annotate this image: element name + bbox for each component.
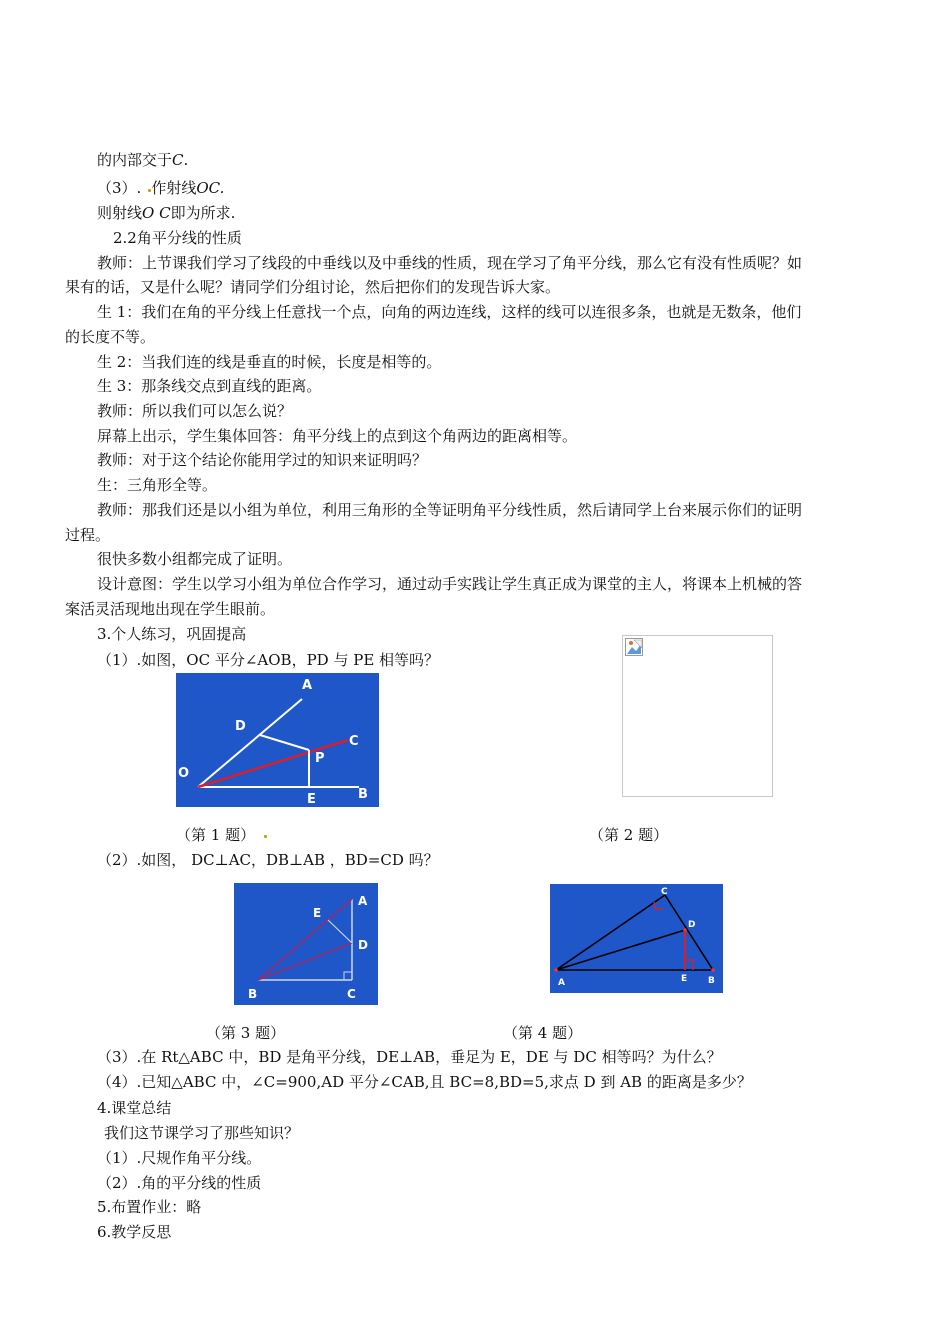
text-line: 生：三角形全等。 <box>97 476 218 494</box>
section-heading: 5.布置作业：略 <box>97 1198 202 1216</box>
text-line: 教师：那我们还是以小组为单位，利用三角形的全等证明角平分线性质，然后请同学上台来展示你们的证明 <box>97 501 803 519</box>
vertex-point <box>711 968 715 972</box>
section-heading: 6.教学反思 <box>97 1223 172 1241</box>
section-heading: 4.课堂总结 <box>97 1099 172 1117</box>
figure-3 <box>234 883 378 1005</box>
label-c: C <box>661 887 668 897</box>
text-line: 过程。 <box>65 526 111 544</box>
exercise-1: （1）.如图，OC 平分∠AOB，PD 与 PE 相等吗？ <box>97 651 440 669</box>
figure-2-caption: （第 2 题） <box>589 826 669 844</box>
text-line: 生 3：那条线交点到直线的距离。 <box>97 377 322 395</box>
text-line: （3）. 作射线OC. <box>97 179 225 197</box>
label-b: B <box>358 787 368 802</box>
text-line: 教师：对于这个结论你能用学过的知识来证明吗？ <box>97 451 428 469</box>
decorative-dot <box>148 189 151 192</box>
text-line: 我们这节课学习了那些知识？ <box>104 1124 300 1142</box>
figure-3-caption: （第 3 题） <box>206 1024 286 1042</box>
label-d: D <box>358 938 368 952</box>
label-o: O <box>178 766 190 781</box>
label-a: A <box>302 678 313 693</box>
exercise-2: （2）.如图， DC⊥AC，DB⊥AB ，BD=CD 吗？ <box>97 851 439 869</box>
text-line: 生 1：我们在角的平分线上任意找一个点，向角的两边连线，这样的线可以连很多条，也就是无数条，他们 <box>97 303 802 321</box>
text-line: 的长度不等。 <box>65 328 156 346</box>
text-line: 则射线O C即为所求. <box>97 204 236 222</box>
text-line: 教师：上节课我们学习了线段的中垂线以及中垂线的性质，现在学习了角平分线，那么它有没有性质呢？如 <box>97 254 803 272</box>
text-line: 屏幕上出示，学生集体回答：角平分线上的点到这个角两边的距离相等。 <box>97 427 578 445</box>
label-d: D <box>235 719 246 734</box>
figure-4-caption: （第 4 题） <box>503 1024 583 1042</box>
label-c: C <box>347 987 356 1001</box>
label-e: E <box>313 906 322 920</box>
label-c: C <box>349 734 359 749</box>
label-b: B <box>708 976 715 986</box>
text-line: 设计意图：学生以学习小组为单位合作学习，通过动手实践让学生真正成为课堂的主人，将课本上机械的答 <box>97 575 803 593</box>
text-line: （1）.尺规作角平分线。 <box>97 1149 262 1167</box>
decorative-dot <box>264 835 267 838</box>
figure-background <box>550 884 723 993</box>
section-heading: 3.个人练习，巩固提高 <box>97 625 247 643</box>
text-line: 案活灵活现地出现在学生眼前。 <box>65 600 276 618</box>
text-line: 果有的话，又是什么呢？请同学们分组讨论，然后把你们的发现告诉大家。 <box>65 278 561 296</box>
label-e: E <box>307 792 316 807</box>
label-e: E <box>681 974 688 984</box>
figure-4 <box>550 884 723 993</box>
figure-1-caption: （第 1 题） <box>176 826 256 844</box>
text-line: （2）.角的平分线的性质 <box>97 1174 262 1192</box>
text-line: 的内部交于C. <box>97 151 189 169</box>
vertex-point <box>683 928 687 932</box>
label-d: D <box>688 920 696 930</box>
label-b: B <box>248 987 258 1001</box>
label-a: A <box>358 894 368 908</box>
label-p: P <box>315 751 325 766</box>
figure-2-placeholder <box>622 635 773 797</box>
text-line: 教师：所以我们可以怎么说？ <box>97 402 293 420</box>
vertex-point <box>554 968 558 972</box>
exercise-3: （3）.在 Rt△ABC 中，BD 是角平分线，DE⊥AB，垂足为 E，DE 与 DC 相等吗？为什么？ <box>97 1048 722 1066</box>
text-line: 生 2：当我们连的线是垂直的时候，长度是相等的。 <box>97 353 442 371</box>
broken-image-icon <box>625 638 643 656</box>
label-a: A <box>558 978 565 988</box>
exercise-4: （4）.已知△ABC 中，∠C=900,AD 平分∠CAB,且 BC=8,BD=5,求点 D 到 AB 的距离是多少？ <box>97 1073 752 1091</box>
section-heading: 2.2角平分线的性质 <box>113 229 242 247</box>
text-line: 很快多数小组都完成了证明。 <box>97 550 293 568</box>
figure-1 <box>176 673 379 807</box>
